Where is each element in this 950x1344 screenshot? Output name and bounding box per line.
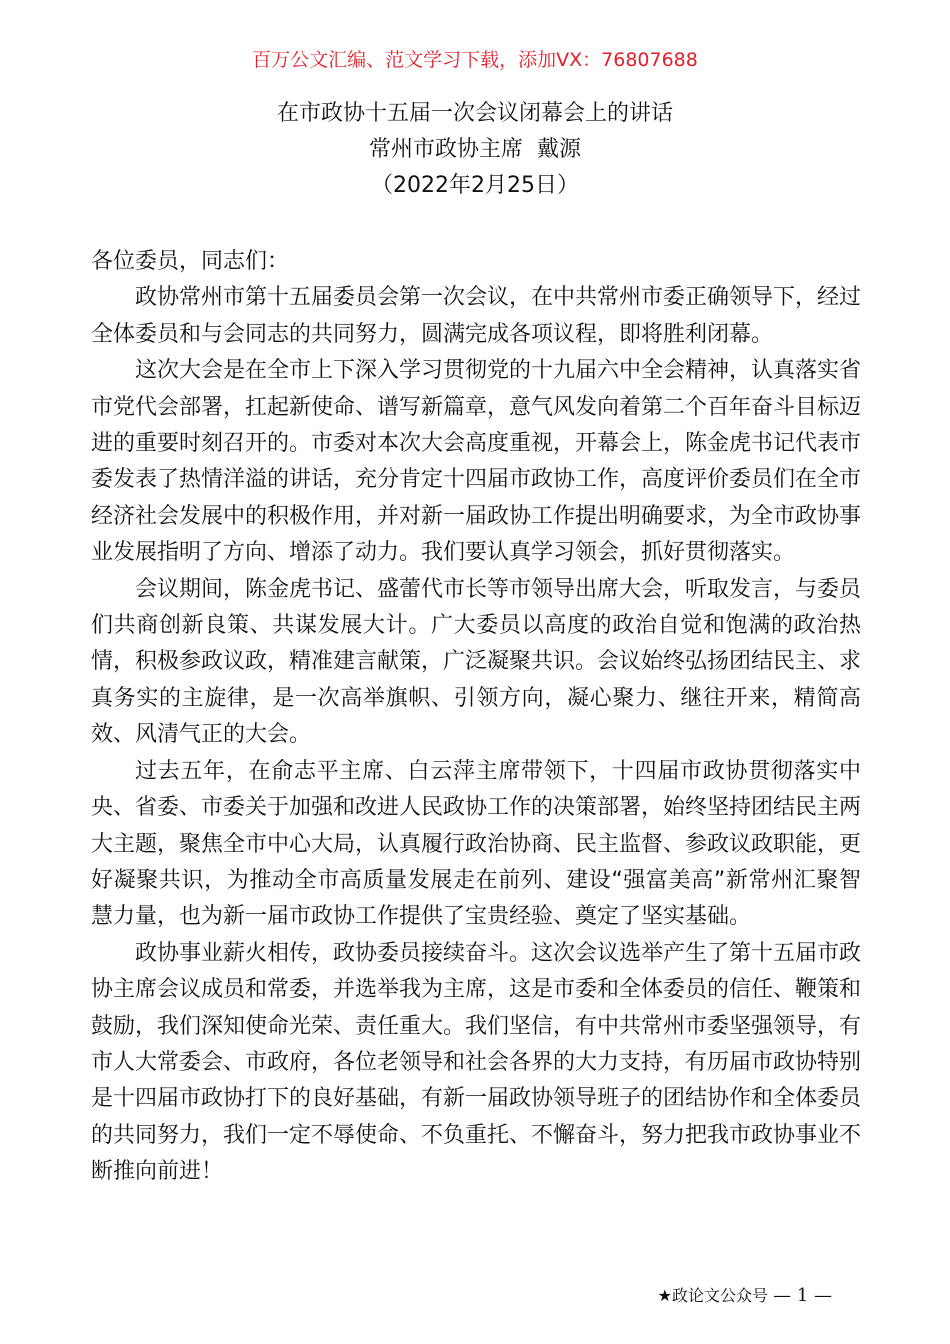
document-header bbox=[0, 96, 950, 204]
speech-body bbox=[91, 244, 861, 1191]
paragraph-4: 过去五年，在俞志平主席、白云萍主席带领下，十四届市政协贯彻落实中央、省委、市委关于加强和改进人民政协工作的决策部署，始终坚持团结民主两大主题，聚焦全市中心大局，认真履行政治协商、民主监督、参政议政职能，更好凝聚共识，为推动全市高质量发展走在前列、建设“强富美高”新常州汇聚智慧力量，也为新一届市政协工作提供了宝贵经验、奠定了坚实基础。 bbox=[91, 758, 862, 930]
paragraph-3: 会议期间，陈金虎书记、盛蕾代市长等市领导出席大会，听取发言，与委员们共商创新良策、共谋发展大计。广大委员以高度的政治自觉和饱满的政治热情，积极参政议政，精准建言献策，广泛凝聚共识。会议始终弘扬团结民主、求真务实的主旋律，是一次高举旗帜、引领方向，凝心聚力、继往开来，精简高效、风清气正的大会。 bbox=[91, 576, 862, 748]
paragraph-2: 这次大会是在全市上下深入学习贯彻党的十九届六中全会精神，认真落实省市党代会部署，扛起新使命、谱写新篇章，意气风发向着第二个百年奋斗目标迈进的重要时刻召开的。市委对本次大会高度重视，开幕会上，陈金虎书记代表市委发表了热情洋溢的讲话，充分肯定十四届市政协工作，高度评价委员们在全市经济社会发展中的积极作用，并对新一届政协工作提出明确要求，为全市政协事业发展指明了方向、增添了动力。我们要认真学习领会，抓好贯彻落实。 bbox=[91, 358, 862, 566]
speech-date: （2022年2月25日） bbox=[371, 173, 579, 198]
paragraph-5: 政协事业薪火相传，政协委员接续奋斗。这次会议选举产生了第十五届市政协主席会议成员和常委，并选举我为主席，这是市委和全体委员的信任、鞭策和鼓励，我们深知使命光荣、责任重大。我们坚信，有中共常州市委坚强领导，有市人大常委会、市政府，各位老领导和社会各界的大力支持，有历届市政协特别是十四届市政协打下的良好基础，有新一届政协领导班子的团结协作和全体委员的共同努力，我们一定不辱使命、不负重托、不懈奋斗，努力把我市政协事业不断推向前进！ bbox=[91, 940, 862, 1185]
speaker-line: 常州市政协主席 戴源 bbox=[369, 137, 581, 162]
page-footer bbox=[658, 1284, 832, 1308]
footer-source: ★政论文公众号 bbox=[657, 1286, 768, 1305]
salutation: 各位委员，同志们： bbox=[91, 249, 290, 274]
document-title: 在市政协十五届一次会议闭幕会上的讲话 bbox=[276, 101, 673, 126]
page-number: — 1 — bbox=[773, 1285, 832, 1306]
download-banner: 百万公文汇编、范文学习下载，添加VX：76807688 bbox=[252, 49, 698, 71]
paragraph-1: 政协常州市第十五届委员会第一次会议，在中共常州市委正确领导下，经过全体委员和与会同志的共同努力，圆满完成各项议程，即将胜利闭幕。 bbox=[91, 285, 862, 347]
